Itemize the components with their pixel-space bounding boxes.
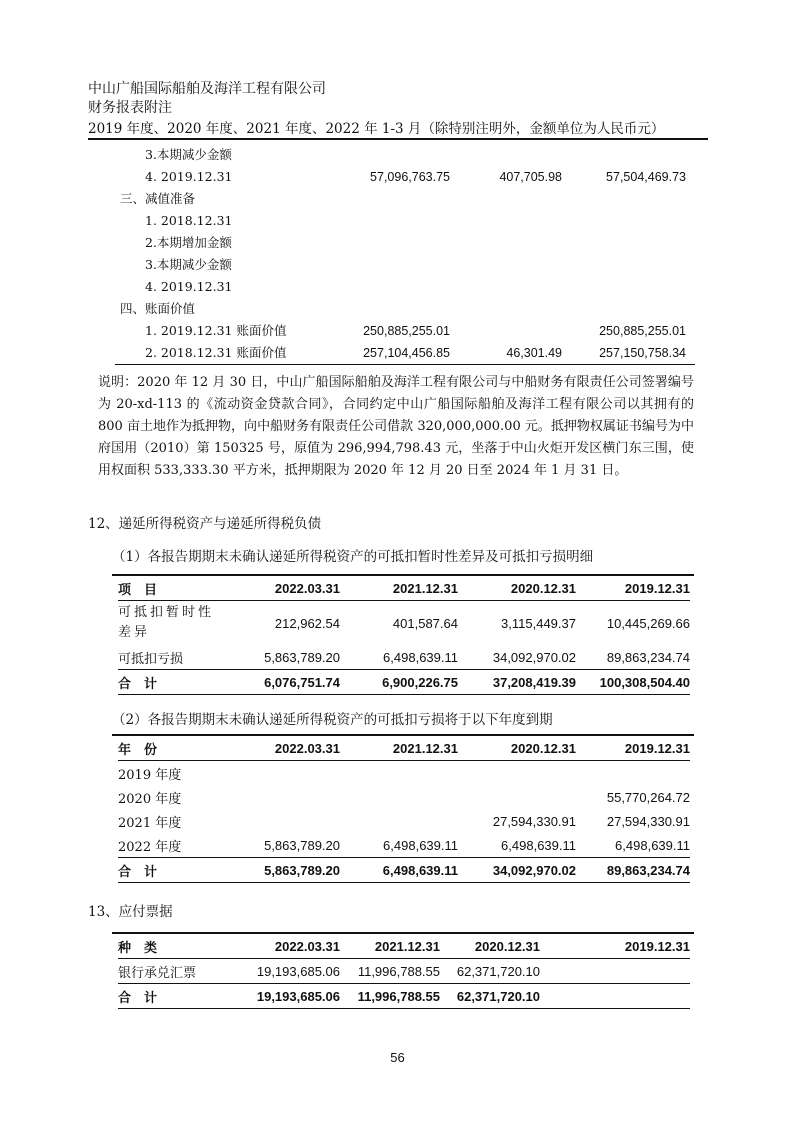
total-cell: 5,863,789.20 xyxy=(264,862,340,878)
top-table-cell: 57,096,763.75 xyxy=(370,170,450,184)
top-table-row-label: 2. 2018.12.31 账面价值 xyxy=(145,345,287,360)
mortgage-note: 说明：2020 年 12 月 30 日，中山广船国际船舶及海洋工程有限公司与中船财务有限责任公司签署编号为 20-xd-113 的《流动资金贷款合同》，合同约定中山广船国际船舶及海洋工程有限公司以其拥有的 800 亩土地作为抵押物，向中船财务有限责任公司借款 320,000,000.00 元。抵押物权属证书编号为中府国用（2010）第 150325 号，原值为 296,994,798.43 元，坐落于中山火炬开发区横门东三围，使用权面积 533,333.30 平方米，抵押期限为 2020 年 12 月 20 日至 2024 年 1 月 31 日。 xyxy=(98,375,694,478)
total-cell: 6,076,751.74 xyxy=(264,674,340,690)
cell: 10,445,269.66 xyxy=(606,615,690,631)
table2-header-row xyxy=(118,736,690,761)
row-label: 2022 年度 xyxy=(118,839,182,855)
total-cell: 37,208,419.39 xyxy=(492,674,576,690)
page-number: 56 xyxy=(390,1050,405,1065)
top-table-cell xyxy=(320,189,450,209)
top-table-cell: 407,705.98 xyxy=(499,170,562,184)
table3-header-col: 2020.12.31 xyxy=(474,938,540,954)
company-name: 中山广船国际船舶及海洋工程有限公司 xyxy=(88,81,326,97)
total-cell: 6,900,226.75 xyxy=(382,674,458,690)
top-table-cell xyxy=(432,145,562,165)
top-table-cell xyxy=(432,277,562,297)
top-table-cell xyxy=(320,299,450,319)
header-rule xyxy=(88,138,708,140)
row-label: 银行承兑汇票 xyxy=(118,965,197,981)
row-label: 2021 年度 xyxy=(118,815,182,831)
cell xyxy=(458,761,576,786)
total-label: 合 计 xyxy=(118,864,158,880)
section-12-sub1: （1）各报告期期末未确认递延所得税资产的可抵扣暂时性差异及可抵扣亏损明细 xyxy=(112,549,594,565)
row-label: 2019 年度 xyxy=(118,767,182,783)
total-cell: 11,996,788.55 xyxy=(357,988,440,1004)
top-table-cell: 257,150,758.34 xyxy=(599,346,686,360)
top-table-cell: 257,104,456.85 xyxy=(363,346,450,360)
top-table-cell xyxy=(556,211,686,231)
report-period: 2019 年度、2020 年度、2021 年度、2022 年 1-3 月（除特别注明外，金额单位为人民币元） xyxy=(88,121,665,137)
top-table-row-label: 1. 2019.12.31 账面价值 xyxy=(145,323,287,338)
total-cell: 89,863,234.74 xyxy=(606,862,690,878)
cell: 6,498,639.11 xyxy=(383,837,458,853)
cell: 62,371,720.10 xyxy=(456,963,540,979)
table-row xyxy=(118,785,690,809)
cell xyxy=(340,761,458,786)
top-table-cell xyxy=(432,299,562,319)
cell: 6,498,639.11 xyxy=(501,837,576,853)
total-label: 合 计 xyxy=(118,676,158,692)
table-row xyxy=(118,809,690,833)
top-table-cell xyxy=(556,277,686,297)
top-table-cell xyxy=(320,145,450,165)
table1-header-col: 2019.12.31 xyxy=(624,580,690,596)
top-table-row-label: 3.本期减少金额 xyxy=(145,257,232,272)
top-table-cell: 250,885,255.01 xyxy=(599,324,686,338)
table3-header-row xyxy=(118,934,690,959)
top-table-cell xyxy=(432,189,562,209)
row-label: 2020 年度 xyxy=(118,791,182,807)
report-subtitle: 财务报表附注 xyxy=(88,100,172,116)
cell: 27,594,330.91 xyxy=(606,813,690,829)
total-cell: 19,193,685.06 xyxy=(256,988,340,1004)
table2-total-row xyxy=(118,858,690,883)
table-row xyxy=(118,959,690,984)
cell xyxy=(228,809,340,833)
table-loss-expiry xyxy=(118,736,690,883)
table1-total-row xyxy=(118,670,690,695)
total-cell: 6,498,639.11 xyxy=(382,862,458,878)
top-table-cell xyxy=(432,321,562,341)
top-table-cell xyxy=(556,145,686,165)
cell xyxy=(540,959,690,984)
top-table-cell xyxy=(556,189,686,209)
table2-header-col: 2019.12.31 xyxy=(624,740,690,756)
table-row xyxy=(118,645,690,670)
cell: 5,863,789.20 xyxy=(264,837,340,853)
cell: 3,115,449.37 xyxy=(501,615,576,631)
row-label: 可抵扣暂时性差异 xyxy=(118,605,215,640)
top-table-row-label: 1. 2018.12.31 xyxy=(145,213,233,228)
top-table-cell xyxy=(320,233,450,253)
top-table-cell xyxy=(320,255,450,275)
table1-header-item: 项 目 xyxy=(118,582,158,598)
table-row xyxy=(118,761,690,786)
top-table-cell: 46,301.49 xyxy=(506,346,562,360)
top-table-cell xyxy=(320,211,450,231)
cell: 89,863,234.74 xyxy=(606,649,690,665)
row-label: 可抵扣亏损 xyxy=(118,651,184,667)
cell xyxy=(576,761,690,786)
top-table-cell: 250,885,255.01 xyxy=(363,324,450,338)
top-table-row-label: 3.本期减少金额 xyxy=(145,147,232,162)
cell xyxy=(340,785,458,809)
cell: 55,770,264.72 xyxy=(606,789,690,805)
top-table-row-label: 4. 2019.12.31 xyxy=(145,279,233,294)
section-12-title: 12、递延所得税资产与递延所得税负债 xyxy=(88,516,322,532)
table1-header-row xyxy=(118,576,690,601)
top-table-cell xyxy=(432,233,562,253)
total-cell xyxy=(540,984,690,1009)
table-notes-payable xyxy=(118,934,690,1009)
cell: 6,498,639.11 xyxy=(615,837,690,853)
cell: 34,092,970.02 xyxy=(492,649,576,665)
top-table-row-label: 四、账面价值 xyxy=(120,301,196,316)
top-table-cell xyxy=(556,255,686,275)
top-table-cell xyxy=(432,211,562,231)
top-table-bottom-rule xyxy=(115,364,695,365)
cell xyxy=(340,809,458,833)
top-table-cell xyxy=(320,277,450,297)
top-table-row-label: 4. 2019.12.31 xyxy=(145,169,233,184)
total-cell: 62,371,720.10 xyxy=(456,988,540,1004)
section-12-sub2: （2）各报告期期末未确认递延所得税资产的可抵扣亏损将于以下年度到期 xyxy=(112,712,553,728)
table-deductible-differences xyxy=(118,576,690,695)
table-row xyxy=(118,833,690,858)
table1-header-col: 2020.12.31 xyxy=(510,580,576,596)
table3-header-col: 2021.12.31 xyxy=(374,938,440,954)
total-cell: 100,308,504.40 xyxy=(599,674,690,690)
table1-header-col: 2022.03.31 xyxy=(274,580,340,596)
cell xyxy=(228,785,340,809)
top-table-cell xyxy=(556,233,686,253)
table2-header-col: 2020.12.31 xyxy=(510,740,576,756)
section-13-title: 13、应付票据 xyxy=(88,904,173,920)
table2-header-col: 2021.12.31 xyxy=(392,740,458,756)
top-table-cell: 57,504,469.73 xyxy=(606,170,686,184)
table2-header-col: 2022.03.31 xyxy=(274,740,340,756)
table3-header-type: 种 类 xyxy=(118,940,158,956)
top-table-row-label: 三、减值准备 xyxy=(120,191,196,206)
table-row xyxy=(118,601,690,646)
table3-total-row xyxy=(118,984,690,1009)
total-cell: 34,092,970.02 xyxy=(492,862,576,878)
cell: 27,594,330.91 xyxy=(492,813,576,829)
table3-header-col: 2022.03.31 xyxy=(274,938,340,954)
top-table-cell xyxy=(432,255,562,275)
top-table-row-label: 2.本期增加金额 xyxy=(145,235,232,250)
cell: 401,587.64 xyxy=(392,615,458,631)
table2-header-year: 年 份 xyxy=(118,742,158,758)
cell xyxy=(228,761,340,786)
top-table-cell xyxy=(556,299,686,319)
cell: 6,498,639.11 xyxy=(383,649,458,665)
cell: 212,962.54 xyxy=(274,615,340,631)
cell: 19,193,685.06 xyxy=(256,963,340,979)
table3-header-col: 2019.12.31 xyxy=(624,938,690,954)
cell xyxy=(458,785,576,809)
total-label: 合 计 xyxy=(118,990,158,1006)
table1-header-col: 2021.12.31 xyxy=(392,580,458,596)
cell: 5,863,789.20 xyxy=(264,649,340,665)
cell: 11,996,788.55 xyxy=(357,963,440,979)
